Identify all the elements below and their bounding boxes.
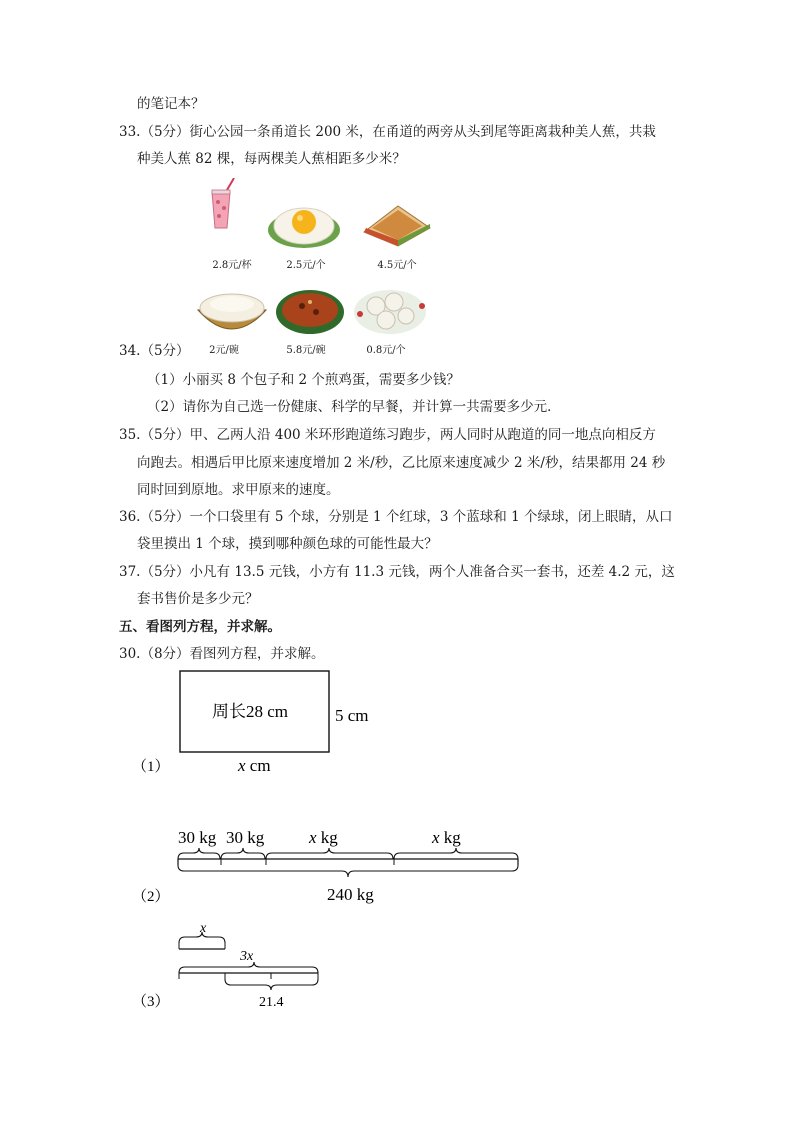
figure-label: （1） (132, 759, 170, 775)
top-brace (394, 848, 518, 859)
section-heading: 五、看图列方程，并求解。 (119, 619, 281, 635)
question-37-line1: 37.（5分）小凡有 13.5 元钱，小方有 11.3 元钱，两个人准备合买一套书，还差 4.2 元，这 (119, 564, 675, 580)
question-37-line2: 套书售价是多少元？ (137, 591, 259, 607)
side-label: 5 cm (335, 706, 369, 725)
segment-label: 30 kg (178, 828, 217, 847)
question-35-line3: 同时回到原地。求甲原来的速度。 (137, 482, 340, 498)
question-33-line2: 种美人蕉 82 棵，每两棵美人蕉相距多少米？ (137, 151, 406, 167)
top-brace (266, 848, 393, 859)
soup-image (272, 284, 348, 336)
segment-label: x kg (309, 828, 338, 847)
milk-tea-image (194, 178, 270, 230)
question-36-line1: 36.（5分）一个口袋里有 5 个球，分别是 1 个红球，3 个蓝球和 1 个绿球，闭上眼睛，从口 (119, 509, 673, 525)
bottom-brace (178, 865, 518, 877)
segment-label: 30 kg (226, 828, 265, 847)
fried-egg-image (266, 200, 342, 252)
bottom-value-label: 21.4 (259, 995, 284, 1010)
price-label: 4.5元/个 (377, 260, 417, 271)
question-36-line2: 袋里摸出 1 个球，摸到哪种颜色球的可能性最大？ (137, 536, 438, 552)
top-brace (179, 932, 225, 943)
figure-label: （2） (132, 889, 170, 905)
question-34-part1: （1）小丽买 8 个包子和 2 个煎鸡蛋，需要多少钱？ (147, 372, 460, 388)
price-label: 2.8元/杯 (212, 260, 252, 271)
3x-label: 3x (240, 949, 254, 964)
x-label: x (200, 921, 207, 936)
price-label: 5.8元/碗 (286, 345, 326, 356)
question-34-part2: （2）请你为自己选一份健康、科学的早餐，并计算一共需要多少元． (147, 399, 561, 415)
question-35-line1: 35.（5分）甲、乙两人沿 400 米环形跑道练习跑步，两人同时从跑道的同一地点向相反方 (119, 427, 656, 443)
price-label: 2.5元/个 (286, 260, 326, 271)
question-34: 34.（5分） (119, 343, 190, 359)
rice-image (194, 286, 270, 338)
figure-3-segments (120, 915, 380, 1015)
perimeter-label: 周长28 cm (212, 702, 289, 721)
bottom-brace (225, 979, 318, 990)
figure-2-segments (120, 820, 540, 915)
price-label: 0.8元/个 (366, 345, 406, 356)
top-brace (221, 848, 265, 859)
question-33-line1: 33.（5分）街心公园一条甬道长 200 米，在甬道的两旁从头到尾等距离栽种美人蕉，共栽 (119, 124, 656, 140)
figure-1-rectangle (120, 660, 440, 785)
total-label: 240 kg (327, 885, 374, 904)
price-label: 2元/碗 (209, 345, 239, 356)
bottom-label: x cm (238, 756, 271, 775)
top-brace (178, 848, 220, 859)
text-line: 的笔记本？ (137, 96, 205, 112)
sandwich-image (358, 200, 434, 252)
segment-label: x kg (432, 828, 461, 847)
question-30: 30.（8分）看图列方程，并求解。 (119, 646, 325, 662)
question-35-line2: 向跑去。相遇后甲比原来速度增加 2 米/秒，乙比原来速度减少 2 米/秒，结果都用 24 秒 (137, 455, 666, 471)
figure-label: （3） (132, 994, 170, 1010)
bun-image (352, 284, 428, 336)
